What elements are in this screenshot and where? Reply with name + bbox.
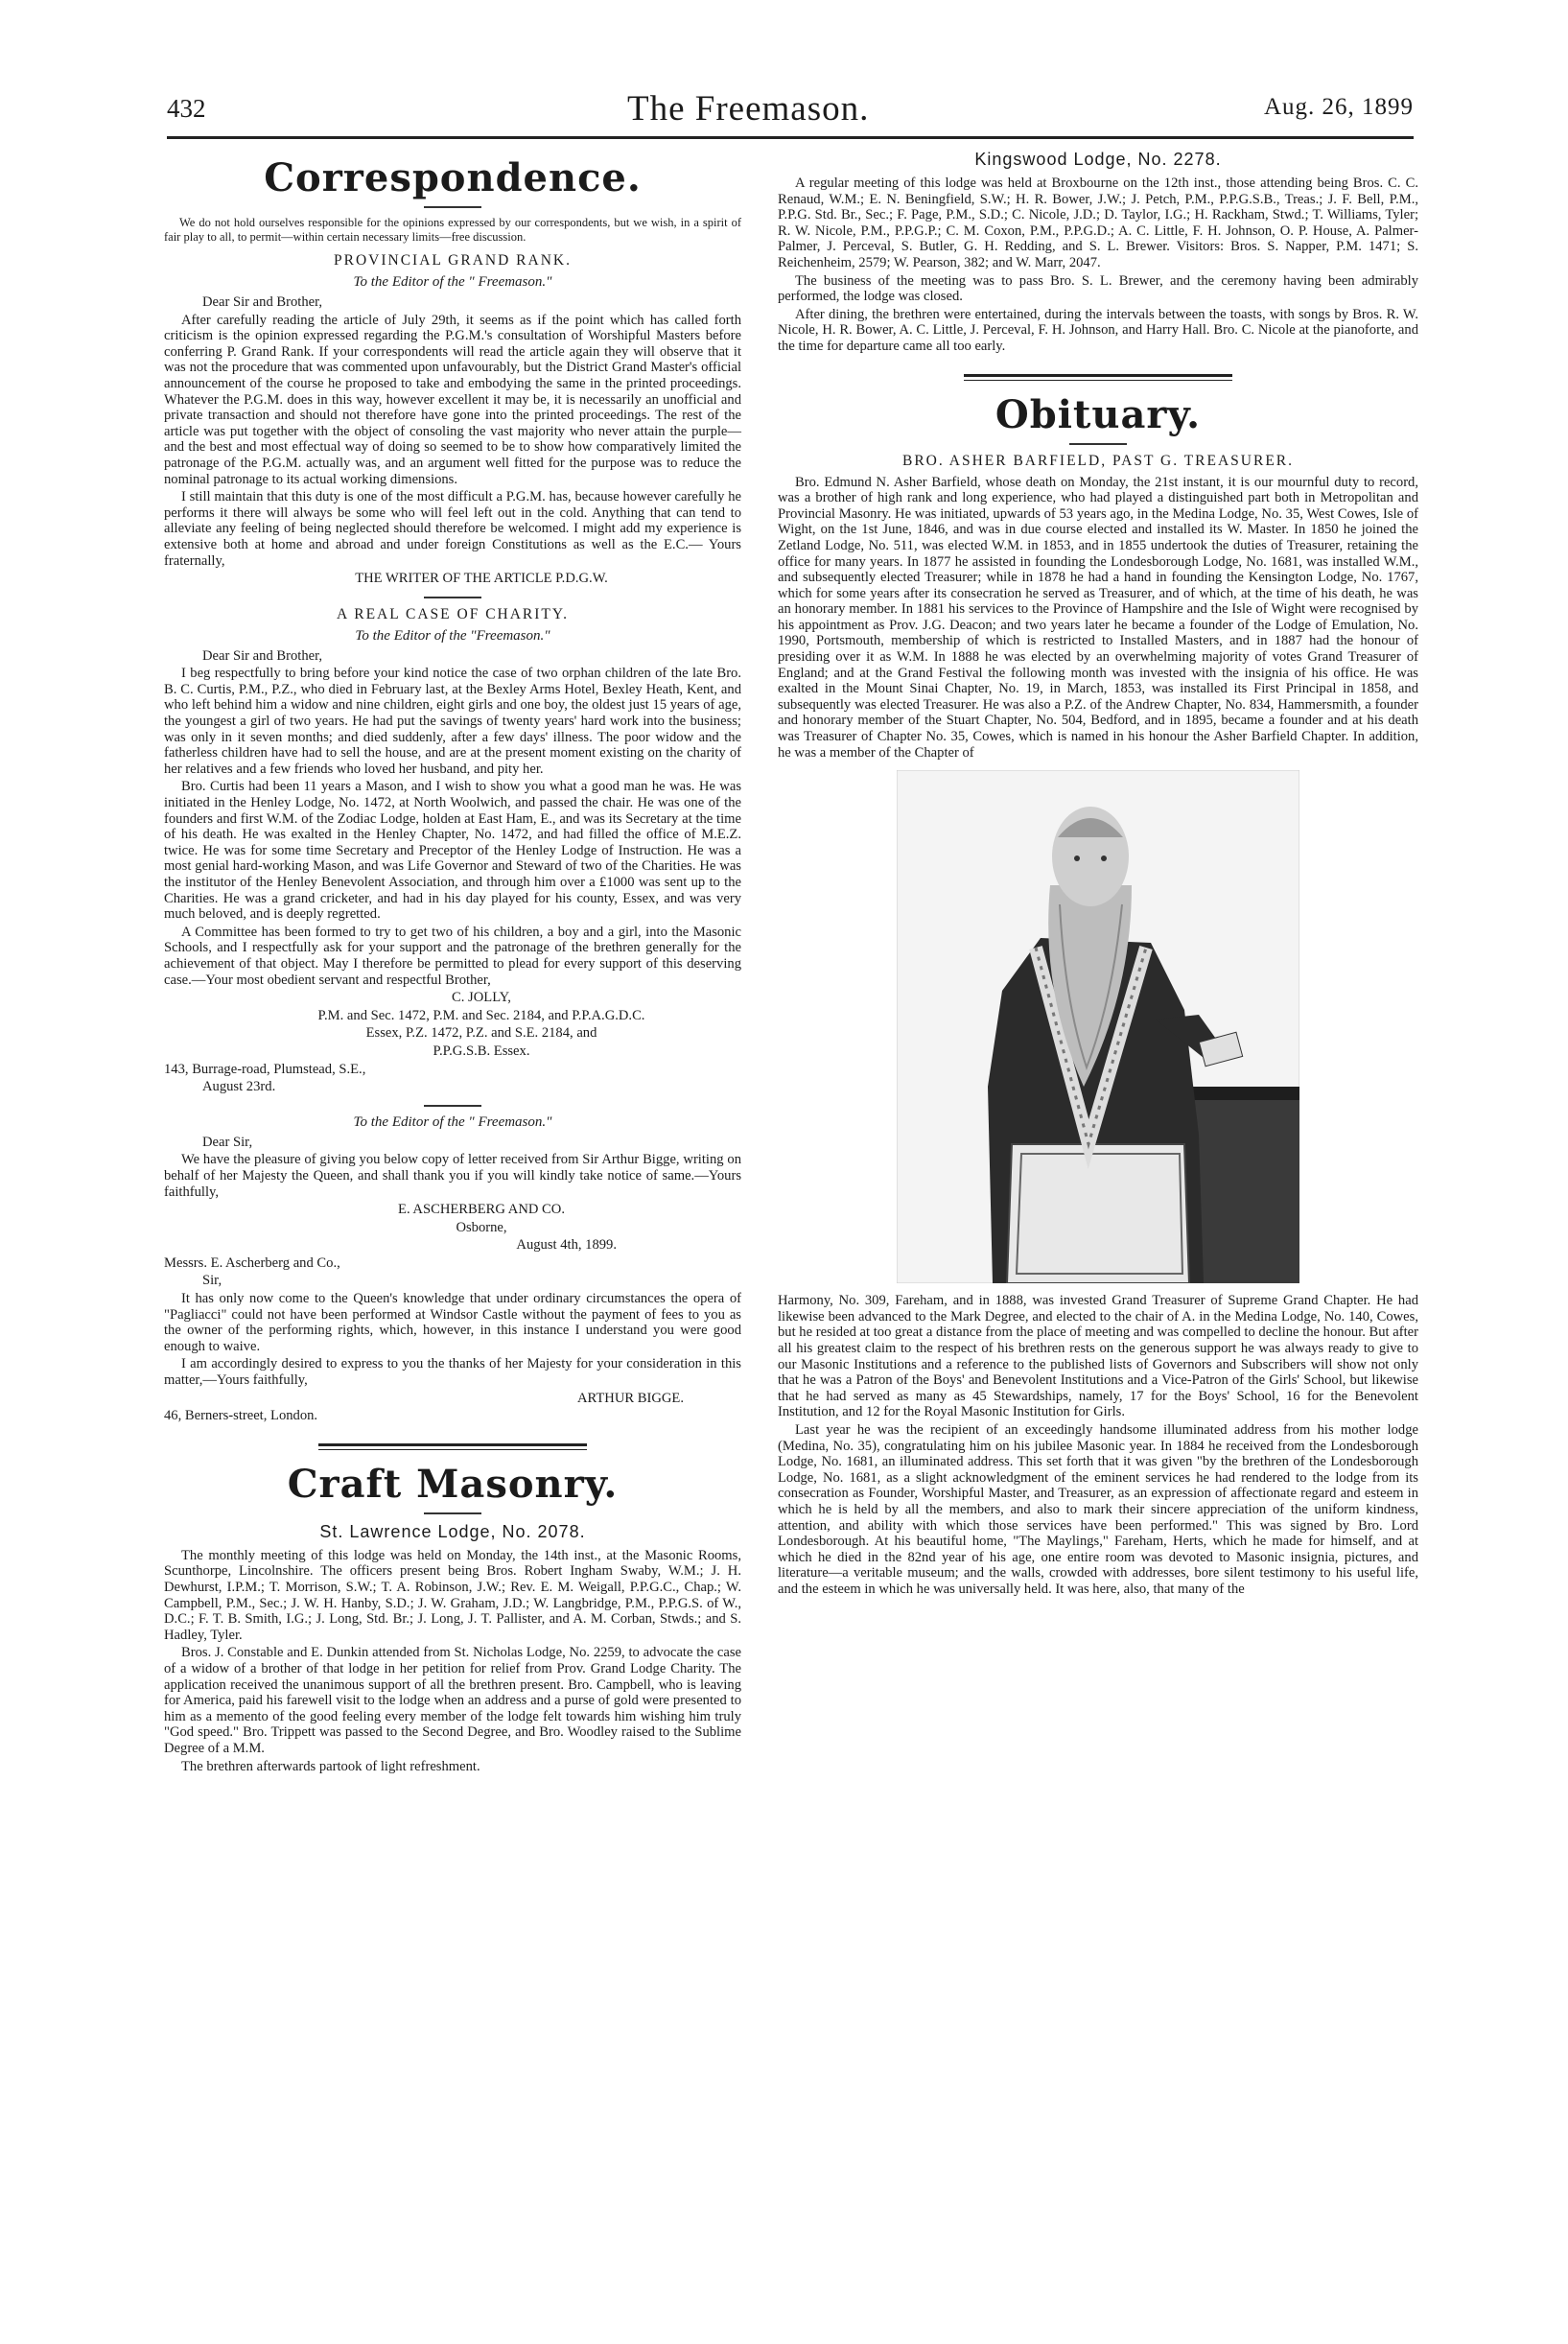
letter2-paragraph: A Committee has been formed to try to get two of his children, a boy and a girl, into the Masonic Schools, and I respectfully ask for your support and the patronage of the brethren generally for the achievement of that object. May I therefore be permitted to plead for every support of this deserving case.—Your most obedient servant and respectful Brother, [164,924,741,988]
letter3-salutation: Dear Sir, [202,1134,253,1150]
letter2-paragraph: I beg respectfully to bring before your kind notice the case of two orphan children of the late Bro. B. C. Curtis, P.M., P.Z., who died in February last, at the Bexley Arms Hotel, Bexley Heath, Kent, and who left behind him a widow and nine children, eight girls and one boy, the oldest just 15 years of age, the youngest a girl of two years. He had put the savings of twenty years' hard work into the business; was only in it seven months; and died suddenly, after a few days' illness. The poor widow and the fatherless children have had to sell the house, and are at the present moment existing on the charity of her relatives and a few friends who loved her husband, and pity her. [164,666,741,777]
letter2-to-editor: To the Editor of the "Freemason." [355,627,550,644]
letter1-salutation: Dear Sir and Brother, [202,294,323,310]
letter1-paragraph: After carefully reading the article of July 29th, it seems as if the point which has called forth criticism is the opinion expressed regarding the P.G.M.'s consultation of Worshipful Masters before conferring P. Grand Rank. If your correspondents will read the article again they will observe that it was not the procedure that was commented upon unfavourably, but the District Grand Master's official announcement of the course he proposed to take and embodying the same in the printed proceedings. Whatever the P.G.M. does in this way, however excellent it may be, it is necessarily an unofficial and private transaction and should not therefore have gone into the printed proceedings. The rest of the article was put together with the object of consoling the vast majority who never attain the purple—and the best and most effectual way of doing so seemed to be to show how comparatively limited the patronage of the P.G.M. actually was, and an argument well fitted for the purpose was to reduce the nominal patronage to its actual working dimensions. [164,312,741,487]
craft-masonry-title: Craft Masonry. [287,1461,619,1507]
letter3-paragraph: We have the pleasure of giving you below copy of letter received from Sir Arthur Bigge, writing on behalf of her Majesty the Queen, and shall thank you if you will kindly take notice of same.—Yours faithfully, [164,1152,741,1200]
lodge-paragraph: After dining, the brethren were entertained, during the intervals between the toasts, with songs by Bros. R. W. Nicole, H. R. Bower, A. C. Little, J. Perceval, F. H. Johnson, and Harry Hall. Bro. C. Nicole at the pianoforte, and the time for departure came all too early. [778,306,1418,354]
page-number: 432 [167,94,206,123]
divider [424,206,481,208]
kingswood-lodge-heading: Kingswood Lodge, No. 2278. [974,150,1222,169]
st-lawrence-lodge-heading: St. Lawrence Lodge, No. 2078. [319,1521,586,1541]
letter3-paragraph: It has only now come to the Queen's knowledge that under ordinary circumstances the opera of "Pagliacci" could not have been performed at Windsor Castle without the payment of fees to you as the owner of the performing rights, which, however, in this instance I understand you were good enough to waive. [164,1291,741,1354]
divider [424,597,481,598]
section-divider [964,374,1232,381]
letter2-salutation: Dear Sir and Brother, [202,647,323,664]
lodge-paragraph: The business of the meeting was to pass Bro. S. L. Brewer, and the ceremony having been admirably performed, the lodge was closed. [778,272,1418,305]
letter1-to-editor: To the Editor of the " Freemason." [353,274,552,290]
letter2-address: 143, Burrage-road, Plumstead, S.E., [164,1061,366,1077]
left-column [164,144,741,1776]
letter1-signature: THE WRITER OF THE ARTICLE P.D.G.W. [355,571,608,587]
lodge-paragraph: Bros. J. Constable and E. Dunkin attended from St. Nicholas Lodge, No. 2259, to advocate the case of a widow of a brother of that lodge in her petition for relief from Prov. Grand Lodge Charity. The application received the unanimous support of all the brethren present. Bro. Campbell, who is leaving for America, paid his farewell visit to the lodge when an address and a purse of gold were presented to him as a memento of the good feeling every member of the lodge felt towards him wishing him truly "God speed." Bro. Trippett was passed to the Second Degree, and Bro. Woodley raised to the Sublime Degree of a M.M. [164,1645,741,1756]
disclaimer: We do not hold ourselves responsible for the opinions expressed by our correspondents, but we wish, in a spirit of fair play to all, to permit—within certain necessary limits—free discussion. [164,216,741,244]
letter2-signature-line: P.M. and Sec. 1472, P.M. and Sec. 2184, and P.P.A.G.D.C. [317,1007,645,1023]
divider [1069,443,1127,445]
letter2-date: August 23rd. [202,1079,276,1095]
letter2-paragraph: Bro. Curtis had been 11 years a Mason, and I wish to show you what a good man he was. He was initiated in the Henley Lodge, No. 1472, at North Woolwich, and passed the chair. He was one of the founders and first W.M. of the Zodiac Lodge, holden at East Ham, E., and was its Secretary at the time of his death. He was exalted in the Henley Chapter, No. 1472, and had filled the office of M.E.Z. twice. He was for some time Secretary and Preceptor of the Henley Lodge of Instruction. He was a most genial hard-working Mason, and was Life Governor and Steward of two of the Charities. He was the institutor of the Henley Benevolent Association, and through him over a £1000 was sent up to the Charities. He was a grand cricketer, and had in his day played for his county, Essex, and was very much beloved, and is deeply regretted. [164,779,741,923]
letter3-signature: E. ASCHERBERG AND CO. [398,1202,565,1218]
letter3-date: August 4th, 1899. [516,1237,617,1254]
divider [424,1512,481,1514]
letter1-heading: PROVINCIAL GRAND RANK. [334,252,572,269]
page-header [167,89,1414,132]
obituary-heading: BRO. ASHER BARFIELD, PAST G. TREASURER. [901,452,1295,469]
correspondence-title: Correspondence. [264,155,642,200]
lodge-paragraph: A regular meeting of this lodge was held at Broxbourne on the 12th inst., those attending being Bros. C. C. Renaud, W.M.; E. N. Beningfield, S.W.; H. R. Bower, J.W.; J. Petch, P.M., P.P.G.S.B., Treas.; J. F. Bell, P.M., P.P.G. Std. Br., Sec.; F. Page, P.M., S.D.; C. Nicole, J.D.; D. Taylor, I.G.; H. Rackham, Stwd.; T. Williams, Tyler; R. W. Nicole, P.M., P.P.G.P.; C. M. Coxon, P.M., P.P.G.D.; A. C. Little, F. H. Johnson, O. P. House, A. Palmer-Palmer, J. Perceval, S. Butler, G. H. Redding, and S. L. Brewer. Visitors: Bros. S. Napper, P.M. 1471; S. Reichenheim, 2579; W. Pearson, 382; and W. Marr, 2047. [778,176,1418,270]
letter3-addressee: Messrs. E. Ascherberg and Co., [164,1254,340,1271]
lodge-paragraph: The brethren afterwards partook of light refreshment. [181,1758,480,1774]
letter3-signer: ARTHUR BIGGE. [576,1390,684,1406]
letter1-paragraph: I still maintain that this duty is one of the most difficult a P.G.M. has, because however carefully he performs it there will always be some who will feel left out in the cold. Anything that can tend to alleviate any feeling of being neglected should therefore be welcomed. I might add my experience is extensive both at home and abroad and under foreign Constitutions as well as the E.C.— Yours fraternally, [164,489,741,569]
obituary-paragraph: Last year he was the recipient of an exceedingly handsome illuminated address from his mother lodge (Medina, No. 35), congratulating him on his jubilee Masonic year. In 1884 he received from the Londesborough Lodge, No. 1681, an illuminated address. This set forth that it was given "by the brethren of the Londesborough Lodge, No. 1681, as a slight acknowledgment of the eminent services he had rendered to the lodge from its consecration as Founder, Worshipful Master, and Treasurer, as an expression of affectionate regard and esteem in which he is held by all the members, and also to mark their sincere appreciation of the uniform kindness, attention, and ability with which those services have been performed." This was signed by Bro. Lord Londesborough. At his beautiful home, "The Maylings," Fareham, Herts, which he made for himself, and at which he died in the 82nd year of his age, one entire room was devoted to Masonic insignia, pictures, and literature—a veritable museum; and the walls, crowded with addresses, bore silent testimony to his useful life, and the esteem in which he was universally held. It was here, also, that many of the [778,1421,1418,1597]
portrait-photo [897,770,1299,1283]
letter2-signature-line: Essex, P.Z. 1472, P.Z. and S.E. 2184, and [365,1025,597,1042]
letter2-heading: A REAL CASE OF CHARITY. [337,605,569,622]
lodge-paragraph: The monthly meeting of this lodge was held on Monday, the 14th inst., at the Masonic Rooms, Scunthorpe, Lincolnshire. The officers present being Bros. Robert Ingham Swaby, W.M.; J. H. Dewhurst, I.P.M.; T. Morrison, S.W.; T. A. Robinson, J.W.; Rev. E. M. Weigall, P.P.G.C., Chap.; W. Campbell, P.M., Sec.; J. W. H. Hanby, S.D.; J. W. Graham, J.D.; W. Langbridge, P.M., P.P.G.S. of W., D.C.; F. T. B. Smith, I.G.; J. Long, Std. Br.; J. Long, J. T. Pallister, and A. M. Corban, Stwds.; and S. Hadley, Tyler. [164,1547,741,1643]
letter3-to-editor: To the Editor of the " Freemason." [353,1113,552,1130]
header-rule [167,136,1414,139]
right-column [778,144,1418,1600]
letter3-paragraph: I am accordingly desired to express to you the thanks of her Majesty for your consideration in this matter,—Yours faithfully, [164,1356,741,1389]
obituary-paragraph: Bro. Edmund N. Asher Barfield, whose death on Monday, the 21st instant, it is our mournful duty to record, was a brother of high rank and long experience, who had played a distinguished part both in Metropolitan and Provincial Masonry. He was initiated, upwards of 53 years ago, in the Medina Lodge, No. 35, West Cowes, Isle of Wight, on the 1st June, 1846, and was in due course elected and installed its W. Master. In 1850 he joined the Zetland Lodge, No. 511, was elected W.M. in 1853, and in 1855 undertook the duties of Treasurer, retaining the office for many years. In 1877 he assisted in founding the Londesborough Lodge, No. 1681, was installed W.M., and subsequently elected Treasurer; while in 1878 he had a hand in founding the Kensington Lodge, No. 1767, which for some years after its consecration he served as Treasurer, and of which, at the time of his death, he was an honorary member. In 1881 his services to the Province of Hampshire and the Isle of Wight were recognised by his appointment as Prov. J.G. Deacon; and two years later he became a founder of the Lodge of Emulation, No. 1990, Portsmouth, membership of which is restricted to Installed Masters, and in 1887 had the honour of presiding over it as W.M. In 1888 he was elected by an overwhelming majority of votes Grand Treasurer of England; and at the Grand Festival the following month was invested with the insignia of his office. He was exalted in the Mount Sinai Chapter, No. 19, in March, 1853, was installed its First Principal in 1858, and subsequently was elected Treasurer. He was also a P.Z. of the Andrew Chapter, No. 834, Hammersmith, a founder and honorary member of the Stuart Chapter, No. 504, Bedford, and in 1895, became a founder and at his death was Treasurer of Chapter No. 35, Cowes, which is named in his honour the Asher Barfield Chapter. In addition, he was a member of the Chapter of [778,474,1418,761]
section-divider [318,1443,587,1450]
obituary-paragraph: Harmony, No. 309, Fareham, and in 1888, was invested Grand Treasurer of Supreme Grand Chapter. He had likewise been advanced to the Mark Degree, and elected to the chair of A. in the Medina Lodge, No. 140, Cowes, but he resided at too great a distance from the place of meeting and was compelled to decline the honour. But after all his greatest claim to the respect of his brethren rests on the generous support he was always ready to give to our Masonic Institutions and a reference to the published lists of Governors and Subscribers will show not only that he was a Patron of the Boys' and Benevolent Institutions and a Vice-Patron of the Girls' School, but likewise that he had served as many as 45 Stewardships, namely, 17 for the Boys' School, 16 for the Benevolent Institution, and 12 for the Royal Masonic Institution for Girls. [778,1293,1418,1420]
letter3-place: Osborne, [456,1219,507,1235]
letter2-signature-line: P.P.G.S.B. Essex. [433,1043,530,1059]
letter3-address: 46, Berners-street, London. [164,1408,318,1424]
issue-date: Aug. 26, 1899 [1263,94,1414,120]
publication-title: The Freemason. [627,89,870,129]
divider [424,1105,481,1107]
letter2-signature-name: C. JOLLY, [452,990,511,1006]
portrait-illustration [897,770,1299,1283]
obituary-title: Obituary. [995,391,1202,437]
letter3-sir: Sir, [202,1273,222,1289]
